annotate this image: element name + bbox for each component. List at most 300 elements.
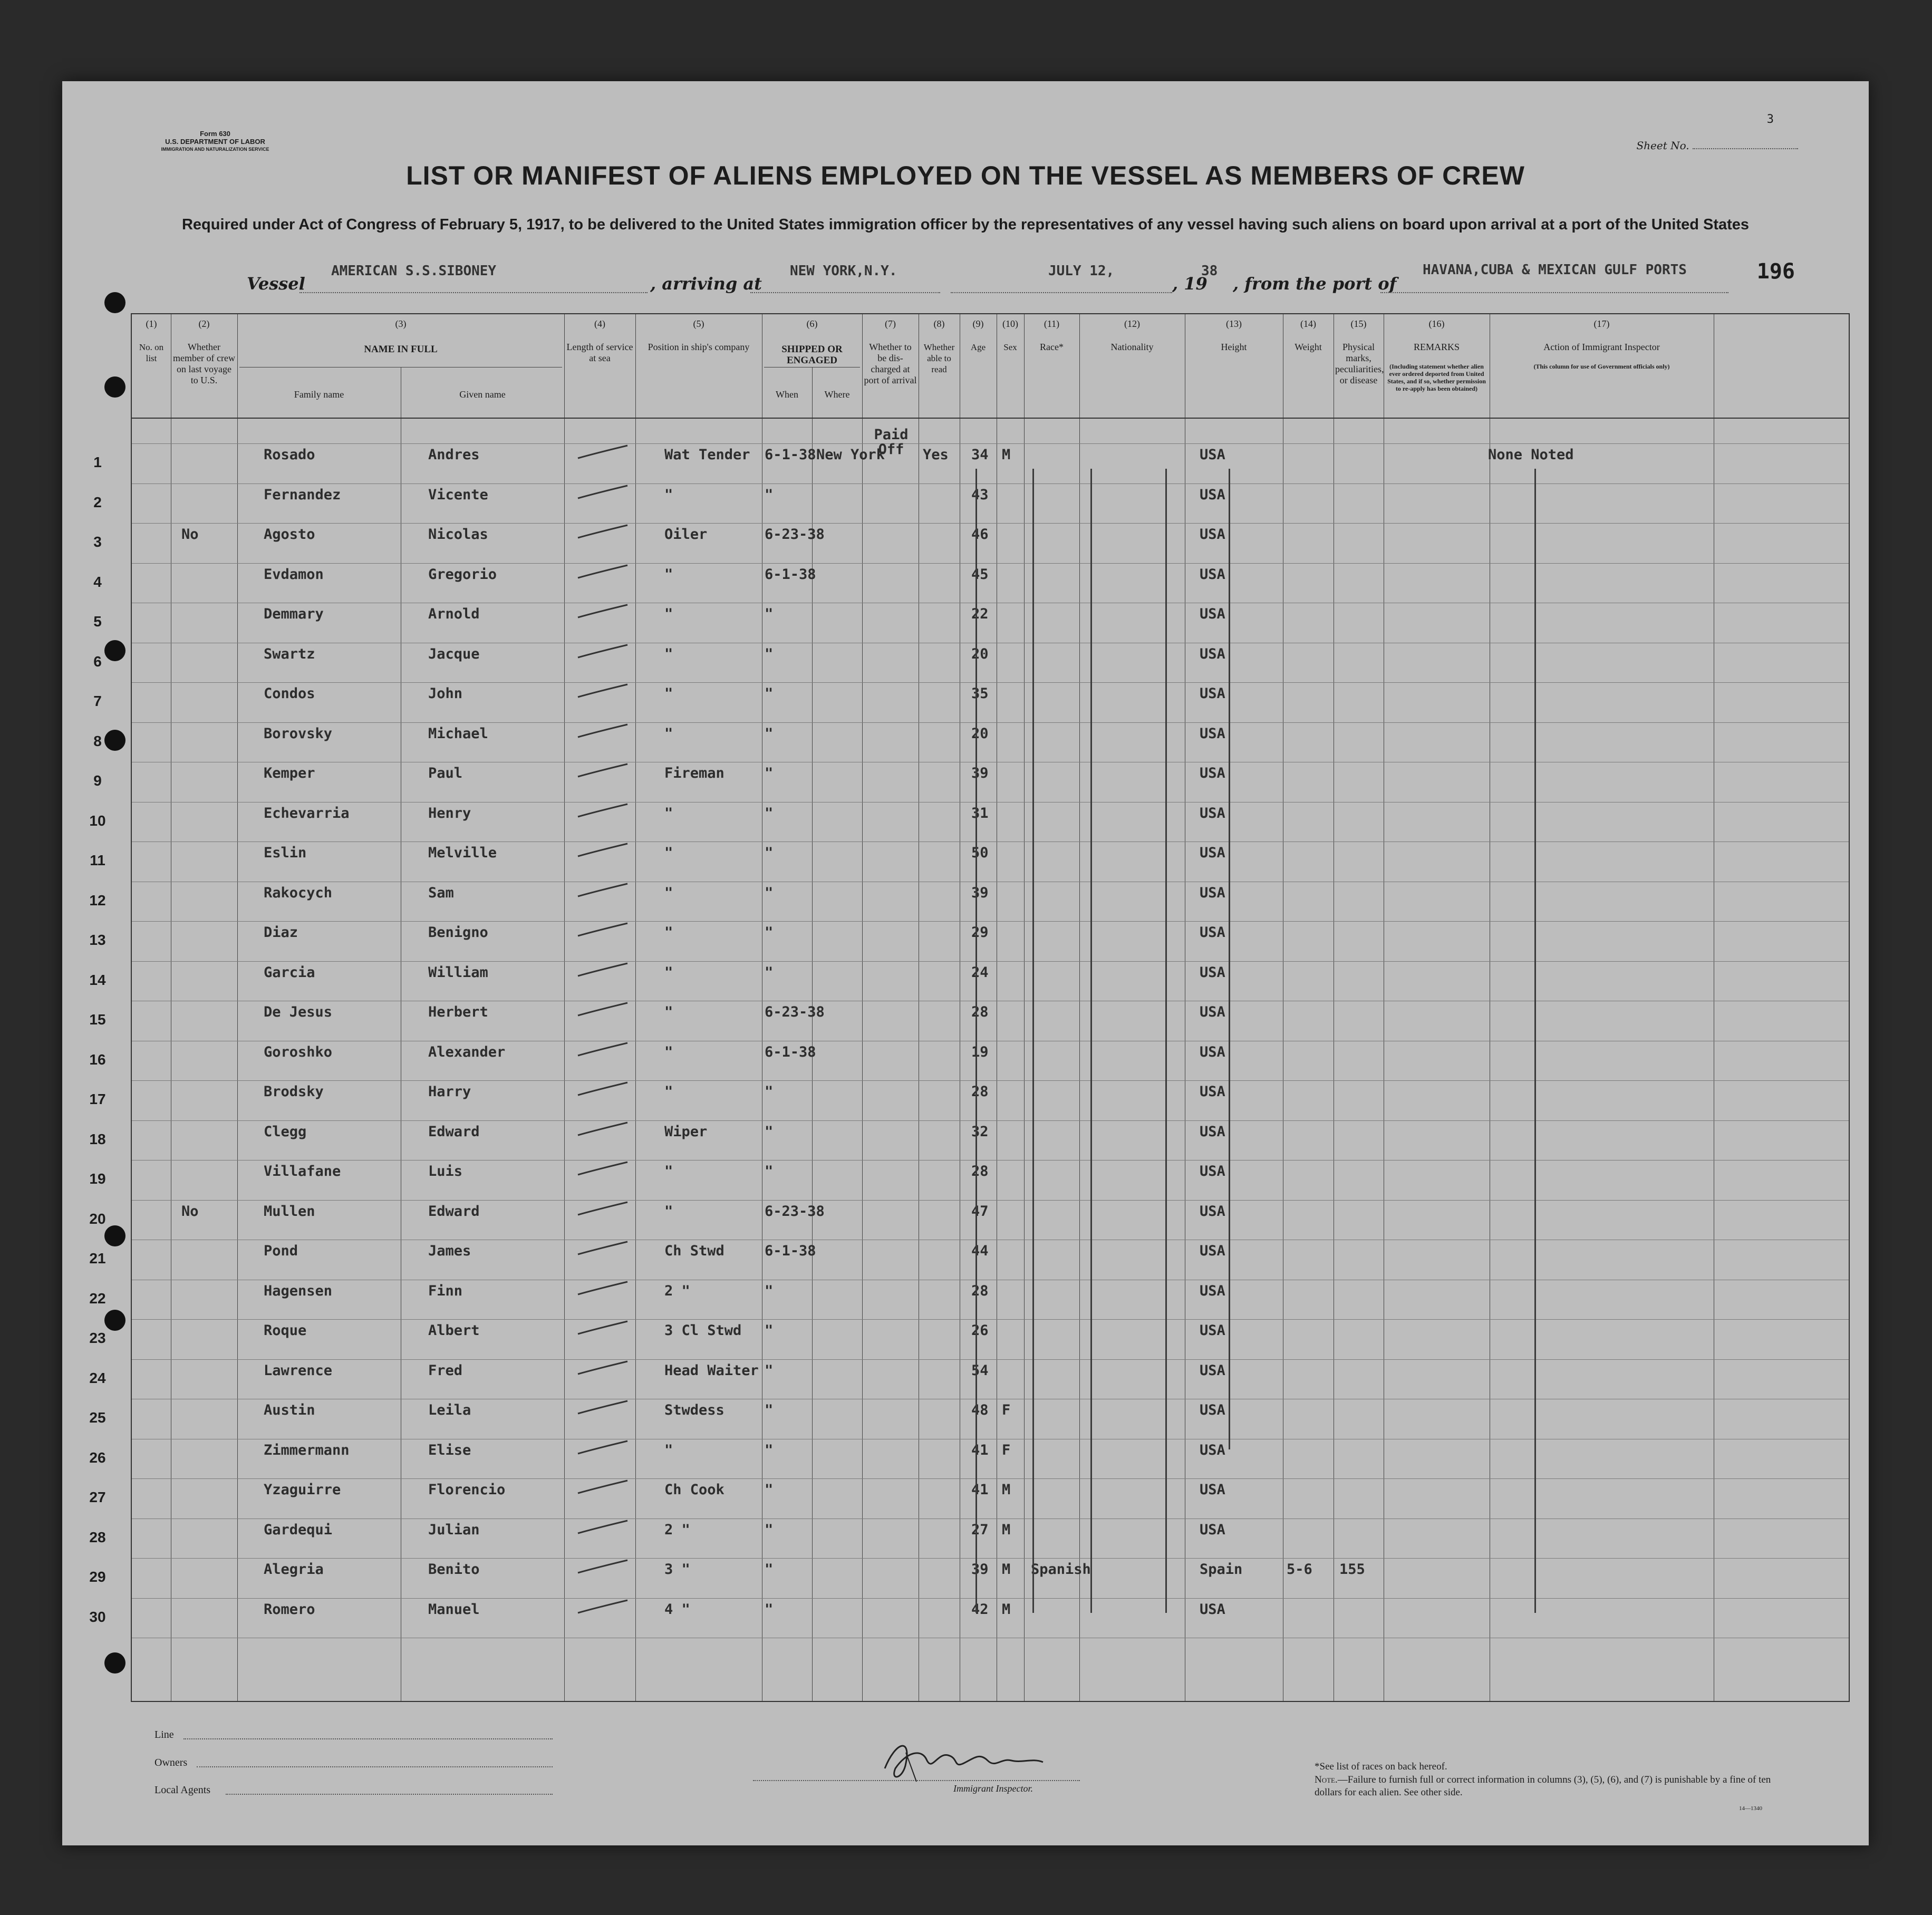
shipped-when-cell: ": [765, 1601, 774, 1618]
shipped-when-cell: ": [765, 725, 774, 742]
column-number: (6): [806, 318, 818, 329]
family-name-cell: Swartz: [264, 645, 315, 662]
age-cell: 28: [971, 1004, 989, 1020]
shipped-when-cell: ": [765, 685, 774, 702]
table-row: [93, 765, 1849, 805]
family-name-cell: Borovsky: [264, 725, 333, 742]
shipped-when-cell: ": [765, 1084, 774, 1100]
arriving-label: , arriving at: [650, 274, 762, 294]
age-cell: 29: [971, 924, 989, 941]
row-number: 13: [89, 932, 106, 948]
family-name-cell: Villafane: [264, 1163, 341, 1179]
shipped-when-cell: 6-1-38: [765, 1043, 816, 1060]
shipped-when-cell: ": [765, 1322, 774, 1339]
age-cell: 32: [971, 1123, 989, 1140]
age-cell: 34: [971, 447, 989, 463]
nationality-cell: USA: [1200, 1043, 1225, 1060]
row-number: 12: [89, 892, 106, 908]
row-number: 6: [93, 653, 102, 670]
discharged-cell: Paid Off: [874, 427, 909, 458]
ditto-line: [1229, 469, 1230, 1449]
age-cell: 28: [971, 1282, 989, 1299]
nationality-cell: USA: [1200, 805, 1225, 821]
given-name-cell: Manuel: [428, 1601, 480, 1618]
print-code: 14—1340: [1739, 1805, 1762, 1812]
given-name-cell: Andres: [428, 447, 480, 463]
ditto-line: [975, 469, 977, 1613]
position-cell: 3 ": [664, 1561, 690, 1578]
family-name-cell: Rosado: [264, 447, 315, 463]
check-mark-icon: [575, 642, 633, 663]
row-number: 16: [89, 1051, 106, 1068]
row-number: 8: [93, 732, 102, 749]
check-mark-icon: [575, 721, 633, 742]
check-mark-icon: [575, 840, 633, 862]
given-name-cell: Harry: [428, 1084, 471, 1100]
position-cell: 4 ": [664, 1601, 690, 1618]
vessel-label: Vessel: [247, 274, 305, 294]
table-row: [89, 1203, 1849, 1243]
nationality-cell: USA: [1200, 1442, 1225, 1458]
nationality-cell: USA: [1200, 1004, 1225, 1020]
penalty-note: Note.—Failure to furnish full or correct information in columns (3), (5), (6), and (7) is punishable by a fine of ten dollars for each alien. See other side.: [1315, 1774, 1771, 1798]
position-cell: ": [664, 964, 673, 981]
form-identifier: [136, 130, 294, 153]
sex-cell: F: [1002, 1442, 1011, 1458]
column-number: (11): [1044, 318, 1060, 329]
column-header: Race*: [1040, 342, 1064, 352]
age-cell: 20: [971, 725, 989, 742]
arriving-port: NEW YORK,N.Y.: [790, 263, 897, 279]
nationality-cell: USA: [1200, 1084, 1225, 1100]
given-name-cell: Benigno: [428, 924, 488, 941]
nationality-cell: USA: [1200, 845, 1225, 861]
nationality-cell: USA: [1200, 566, 1225, 583]
given-name-cell: Finn: [428, 1282, 463, 1299]
given-name-cell: Gregorio: [428, 566, 497, 583]
given-name-cell: Herbert: [428, 1004, 488, 1020]
column-number: (16): [1428, 318, 1445, 329]
nationality-cell: USA: [1200, 447, 1225, 463]
arrival-date: JULY 12,: [1048, 263, 1115, 279]
age-cell: 35: [971, 685, 989, 702]
check-mark-icon: [575, 602, 633, 623]
shipped-where-cell: New York: [816, 447, 885, 463]
family-name-cell: Lawrence: [264, 1362, 333, 1379]
shipped-when-cell: 6-1-38: [765, 1243, 816, 1259]
owners-label: Owners: [154, 1757, 188, 1768]
given-name-cell: Arnold: [428, 606, 480, 622]
position-cell: ": [664, 1084, 673, 1100]
department: U.S. DEPARTMENT OF LABOR: [165, 138, 265, 146]
family-name-cell: Clegg: [264, 1123, 307, 1140]
age-cell: 50: [971, 845, 989, 861]
age-cell: 39: [971, 765, 989, 781]
column-number: (14): [1300, 318, 1316, 329]
row-number: 5: [93, 613, 102, 630]
table-row: [93, 685, 1849, 726]
sex-cell: M: [1002, 1521, 1011, 1538]
column-number: (10): [1002, 318, 1018, 329]
ditto-line: [1165, 469, 1167, 1613]
manifest-title: LIST OR MANIFEST OF ALIENS EMPLOYED ON THE VESSEL AS MEMBERS OF CREW: [406, 161, 1525, 190]
family-name-cell: Roque: [264, 1322, 307, 1339]
position-cell: Wiper: [664, 1123, 708, 1140]
table-row: [89, 1322, 1849, 1362]
given-name-cell: Elise: [428, 1442, 471, 1458]
shipped-when-cell: ": [765, 1442, 774, 1458]
nationality-cell: USA: [1200, 685, 1225, 702]
nationality-cell: USA: [1200, 1402, 1225, 1418]
column-number: (17): [1593, 318, 1610, 329]
shipped-when-cell: ": [765, 884, 774, 901]
nationality-cell: USA: [1200, 1123, 1225, 1140]
last-voyage-cell: No: [181, 1203, 199, 1220]
column-number: (3): [395, 318, 407, 329]
table-row: [89, 1004, 1849, 1044]
check-mark-icon: [575, 482, 633, 504]
column-number: (5): [693, 318, 704, 329]
column-number: (9): [972, 318, 984, 329]
position-cell: ": [664, 924, 673, 941]
given-name-cell: Vicente: [428, 486, 488, 503]
page-number: 196: [1756, 259, 1795, 284]
family-name-cell: Hagensen: [264, 1282, 333, 1299]
nationality-cell: USA: [1200, 1203, 1225, 1220]
given-name-cell: Sam: [428, 884, 454, 901]
sex-cell: M: [1002, 447, 1011, 463]
column-header: Action of Immigrant Inspector: [1543, 342, 1660, 352]
column-header: Age: [970, 342, 986, 352]
given-name-cell: Edward: [428, 1123, 480, 1140]
table-row: [89, 1601, 1849, 1641]
given-name-cell: Julian: [428, 1521, 480, 1538]
table-row: [89, 1123, 1849, 1164]
row-number: 25: [89, 1409, 106, 1426]
age-cell: 39: [971, 1561, 989, 1578]
nationality-cell: USA: [1200, 765, 1225, 781]
column-number: (1): [146, 318, 157, 329]
service: IMMIGRATION AND NATURALIZATION SERVICE: [161, 147, 269, 152]
position-cell: 3 Cl Stwd: [664, 1322, 742, 1339]
position-cell: ": [664, 1163, 673, 1179]
shipped-when-cell: 6-1-38: [765, 447, 816, 463]
table-row: [89, 964, 1849, 1004]
column-subheader: Family name: [294, 389, 344, 400]
nationality-cell: USA: [1200, 1601, 1225, 1618]
shipped-when-cell: ": [765, 765, 774, 781]
row-number: 1: [93, 454, 102, 470]
column-header: Position in ship's company: [648, 342, 750, 352]
position-cell: Fireman: [664, 765, 724, 781]
table-row: [93, 447, 1849, 487]
row-number: 19: [89, 1171, 106, 1187]
ditto-line: [1032, 469, 1034, 1613]
position-cell: Head Waiter: [664, 1362, 759, 1379]
position-cell: ": [664, 606, 673, 622]
crew-table: [89, 313, 1850, 1702]
shipped-when-cell: ": [765, 1362, 774, 1379]
shipped-when-cell: ": [765, 1163, 774, 1179]
check-mark-icon: [575, 1438, 633, 1459]
age-cell: 28: [971, 1084, 989, 1100]
family-name-cell: Eslin: [264, 845, 307, 861]
from-port: HAVANA,CUBA & MEXICAN GULF PORTS: [1423, 262, 1687, 278]
check-mark-icon: [575, 1239, 633, 1260]
sex-cell: M: [1002, 1561, 1011, 1578]
position-cell: Wat Tender: [664, 447, 750, 463]
sex-cell: M: [1002, 1601, 1011, 1618]
row-number: 4: [93, 573, 102, 590]
check-mark-icon: [575, 1398, 633, 1419]
row-number: 27: [89, 1489, 106, 1505]
nationality-cell: USA: [1200, 1243, 1225, 1259]
family-name-cell: Echevarria: [264, 805, 350, 821]
table-row: [93, 606, 1849, 646]
given-name-cell: James: [428, 1243, 471, 1259]
shipped-when-cell: ": [765, 1282, 774, 1299]
position-cell: ": [664, 1203, 673, 1220]
inspector-label: Immigrant Inspector.: [953, 1783, 1033, 1794]
nationality-cell: USA: [1200, 486, 1225, 503]
check-mark-icon: [575, 1000, 633, 1021]
position-cell: 2 ": [664, 1282, 690, 1299]
table-row: [89, 1442, 1849, 1482]
family-name-cell: Pond: [264, 1243, 298, 1259]
given-name-cell: Paul: [428, 765, 463, 781]
check-mark-icon: [575, 442, 633, 463]
column-number: (7): [885, 318, 896, 329]
able-to-read-cell: Yes: [923, 447, 949, 463]
table-row: [89, 884, 1849, 925]
position-cell: ": [664, 1004, 673, 1020]
shipped-when-cell: ": [765, 486, 774, 503]
row-number: 2: [93, 494, 102, 510]
check-mark-icon: [575, 681, 633, 702]
check-mark-icon: [575, 1279, 633, 1300]
given-name-cell: Michael: [428, 725, 488, 742]
check-mark-icon: [575, 1517, 633, 1539]
table-row: [93, 486, 1849, 527]
check-mark-icon: [575, 1318, 633, 1339]
table-row: [89, 1043, 1849, 1084]
family-name-cell: Alegria: [264, 1561, 324, 1578]
family-name-cell: Yzaguirre: [264, 1482, 341, 1498]
column-header: NAME IN FULL: [364, 344, 438, 355]
shipped-when-cell: ": [765, 1402, 774, 1418]
table-row: [89, 1561, 1849, 1601]
nationality-cell: Spain: [1200, 1561, 1243, 1578]
position-cell: ": [664, 645, 673, 662]
family-name-cell: Gardequi: [264, 1521, 333, 1538]
table-row: [89, 1163, 1849, 1203]
check-mark-icon: [575, 1597, 633, 1618]
nationality-cell: USA: [1200, 1282, 1225, 1299]
family-name-cell: Evdamon: [264, 566, 324, 583]
check-mark-icon: [575, 801, 633, 822]
position-cell: Oiler: [664, 526, 708, 543]
table-row: [90, 845, 1849, 885]
row-number: 20: [89, 1210, 106, 1227]
given-name-cell: Benito: [428, 1561, 480, 1578]
column-header: Nationality: [1110, 342, 1154, 352]
form-number: Form 630: [200, 130, 230, 138]
row-number: 23: [89, 1330, 106, 1346]
row-number: 28: [89, 1529, 106, 1545]
table-row: [89, 1362, 1849, 1403]
row-number: 26: [89, 1449, 106, 1466]
position-cell: ": [664, 884, 673, 901]
family-name-cell: De Jesus: [264, 1004, 333, 1020]
family-name-cell: Brodsky: [264, 1084, 324, 1100]
check-mark-icon: [575, 522, 633, 543]
age-cell: 26: [971, 1322, 989, 1339]
age-cell: 24: [971, 964, 989, 981]
punch-hole: [104, 376, 125, 398]
shipped-when-cell: ": [765, 1482, 774, 1498]
position-cell: ": [664, 725, 673, 742]
nationality-cell: USA: [1200, 606, 1225, 622]
family-name-cell: Demmary: [264, 606, 324, 622]
column-number: (13): [1226, 318, 1242, 329]
row-number: 14: [89, 971, 106, 988]
weight-cell: 155: [1339, 1561, 1365, 1578]
column-header: SHIPPED OR ENGAGED: [781, 344, 843, 366]
table-row: [93, 526, 1849, 566]
shipped-when-cell: ": [765, 964, 774, 981]
table-row: [89, 1521, 1849, 1562]
position-cell: ": [664, 486, 673, 503]
family-name-cell: Agosto: [264, 526, 315, 543]
shipped-when-cell: ": [765, 606, 774, 622]
shipped-when-cell: ": [765, 1521, 774, 1538]
given-name-cell: Jacque: [428, 645, 480, 662]
column-header: Whether member of crew on last voyage to U.S.: [173, 342, 235, 385]
position-cell: Ch Stwd: [664, 1243, 724, 1259]
check-mark-icon: [575, 1199, 633, 1220]
physical-marks-cell: None Noted: [1488, 447, 1574, 463]
row-number: 17: [89, 1091, 106, 1107]
nationality-cell: USA: [1200, 1322, 1225, 1339]
check-mark-icon: [575, 920, 633, 941]
table-row: [89, 1402, 1849, 1442]
shipped-when-cell: 6-23-38: [765, 526, 825, 543]
nationality-cell: USA: [1200, 1163, 1225, 1179]
table-row: [89, 805, 1849, 845]
punch-hole: [104, 292, 125, 313]
column-subheader: When: [776, 389, 798, 400]
year-label: , 19: [1172, 274, 1208, 294]
shipped-when-cell: 6-1-38: [765, 566, 816, 583]
family-name-cell: Mullen: [264, 1203, 315, 1220]
column-number: (12): [1124, 318, 1140, 329]
shipped-when-cell: ": [765, 805, 774, 821]
given-name-cell: Luis: [428, 1163, 463, 1179]
age-cell: 47: [971, 1203, 989, 1220]
row-number: 10: [89, 812, 106, 829]
nationality-cell: USA: [1200, 645, 1225, 662]
sex-cell: M: [1002, 1482, 1011, 1498]
nationality-cell: USA: [1200, 526, 1225, 543]
age-cell: 28: [971, 1163, 989, 1179]
punch-hole: [104, 1652, 125, 1674]
family-name-cell: Austin: [264, 1402, 315, 1418]
column-subheader: Given name: [459, 389, 506, 400]
given-name-cell: Henry: [428, 805, 471, 821]
row-number: 22: [89, 1290, 106, 1307]
family-name-cell: Romero: [264, 1601, 315, 1618]
table-row: [89, 1482, 1849, 1522]
last-voyage-cell: No: [181, 526, 199, 543]
check-mark-icon: [575, 1557, 633, 1578]
column-header: Physical marks, peculiarities, or disease: [1335, 342, 1384, 385]
family-name-cell: Garcia: [264, 964, 315, 981]
manifest-sheet: [62, 81, 1869, 1845]
height-cell: 5-6: [1287, 1561, 1312, 1578]
position-cell: Stwdess: [664, 1402, 724, 1418]
nationality-cell: USA: [1200, 1521, 1225, 1538]
age-cell: 20: [971, 645, 989, 662]
nationality-cell: USA: [1200, 1482, 1225, 1498]
row-number: 24: [89, 1369, 106, 1386]
age-cell: 54: [971, 1362, 989, 1379]
column-header: Height: [1221, 342, 1247, 352]
age-cell: 48: [971, 1402, 989, 1418]
age-cell: 31: [971, 805, 989, 821]
nationality-cell: USA: [1200, 1362, 1225, 1379]
check-mark-icon: [575, 960, 633, 981]
table-row: [89, 1243, 1849, 1283]
position-cell: 2 ": [664, 1521, 690, 1538]
shipped-when-cell: 6-23-38: [765, 1004, 825, 1020]
column-header: Whether able to read: [923, 342, 955, 374]
check-mark-icon: [575, 1119, 633, 1140]
sheet-number: 3: [1766, 113, 1774, 126]
shipped-when-cell: 6-23-38: [765, 1203, 825, 1220]
column-subheader: Where: [824, 389, 850, 400]
family-name-cell: Zimmermann: [264, 1442, 350, 1458]
table-row: [93, 566, 1849, 606]
column-header: No. on list: [139, 342, 164, 363]
family-name-cell: Fernandez: [264, 486, 341, 503]
ditto-line: [1534, 469, 1536, 1613]
arrival-year: 38: [1201, 263, 1218, 279]
nationality-cell: USA: [1200, 725, 1225, 742]
row-number: 29: [89, 1569, 106, 1585]
given-name-cell: Leila: [428, 1402, 471, 1418]
age-cell: 41: [971, 1442, 989, 1458]
column-header: Length of service at sea: [566, 342, 633, 363]
row-number: 3: [93, 534, 102, 550]
table-row: [89, 1282, 1849, 1323]
check-mark-icon: [575, 562, 633, 583]
nationality-cell: USA: [1200, 964, 1225, 981]
position-cell: ": [664, 1442, 673, 1458]
check-mark-icon: [575, 761, 633, 782]
race-cell: Spanish: [1031, 1561, 1091, 1578]
row-number: 11: [90, 852, 105, 868]
from-port-label: , from the port of: [1233, 274, 1397, 294]
ditto-line: [1090, 469, 1092, 1613]
shipped-when-cell: ": [765, 645, 774, 662]
column-number: (15): [1350, 318, 1367, 329]
check-mark-icon: [575, 1358, 633, 1379]
position-cell: ": [664, 805, 673, 821]
family-name-cell: Diaz: [264, 924, 298, 941]
shipped-when-cell: ": [765, 1123, 774, 1140]
given-name-cell: Nicolas: [428, 526, 488, 543]
age-cell: 44: [971, 1243, 989, 1259]
